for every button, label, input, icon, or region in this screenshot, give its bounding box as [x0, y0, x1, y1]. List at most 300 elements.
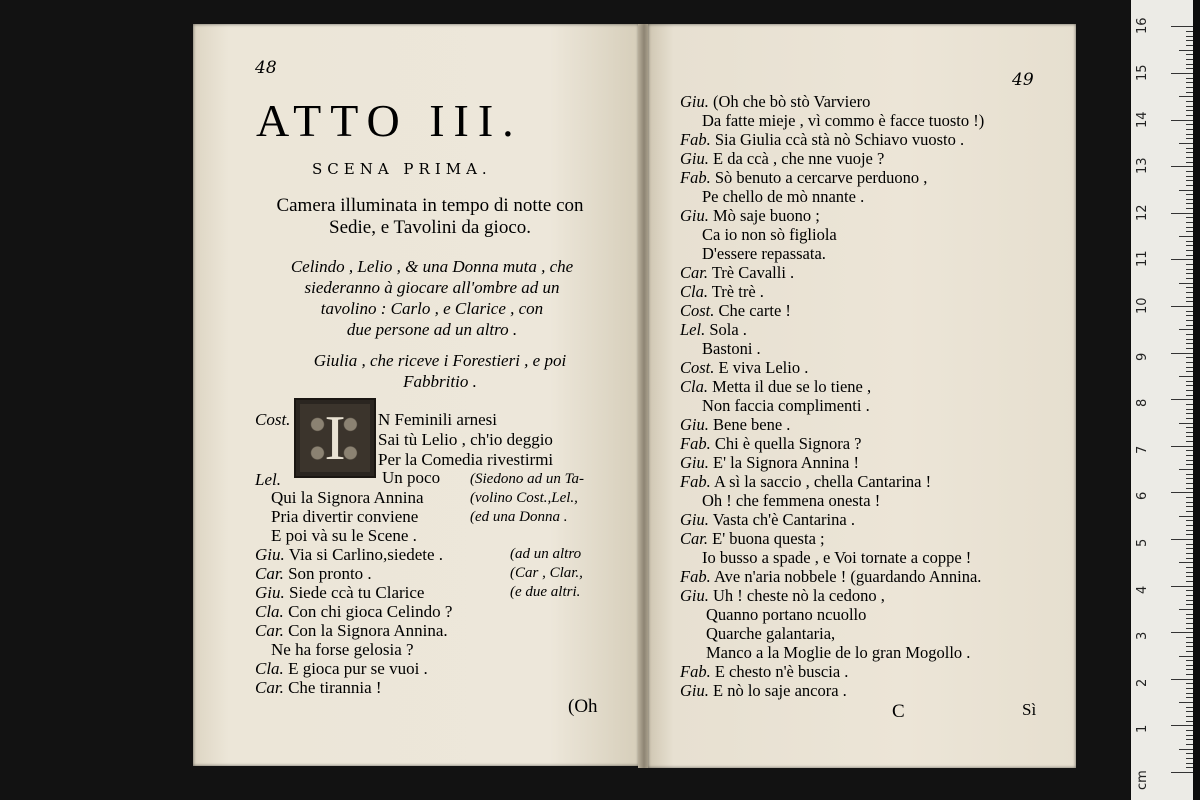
ruler-tick [1186, 87, 1193, 88]
speaker-label: Fab. [680, 567, 711, 586]
dialogue-line: E poi và su le Scene . [271, 526, 417, 545]
dialogue-line: D'essere repassata. [702, 244, 826, 263]
speaker-label: Giu. [680, 206, 709, 225]
ruler-number: 13 [1135, 157, 1150, 175]
ruler-tick [1186, 92, 1193, 93]
ruler-tick [1186, 297, 1193, 298]
ruler-tick [1179, 749, 1193, 750]
ruler-tick [1186, 371, 1193, 372]
ruler-tick [1186, 68, 1193, 69]
speaker-label: Giu. [680, 586, 709, 605]
ruler-number: 16 [1135, 17, 1150, 35]
ruler-tick [1186, 110, 1193, 111]
signature-mark: C [892, 701, 905, 722]
speaker-label: Giu. [255, 583, 285, 602]
ruler-tick [1186, 614, 1193, 615]
ruler-tick [1186, 590, 1193, 591]
ruler-tick [1186, 203, 1193, 204]
ruler-tick [1186, 162, 1193, 163]
ruler-tick [1186, 604, 1193, 605]
ruler-tick [1186, 436, 1193, 437]
right-page-number: 49 [1012, 70, 1034, 90]
stage-direction: (Car , Clar., [510, 565, 583, 581]
ruler-tick [1171, 26, 1193, 27]
speaker-label: Giu. [680, 149, 709, 168]
left-page-number: 48 [255, 58, 277, 78]
ruler-tick [1171, 166, 1193, 167]
dialogue-text: Trè trè . [711, 282, 764, 301]
dialogue-text: E chesto n'è buscia . [714, 662, 849, 681]
ruler-tick [1186, 227, 1193, 228]
ruler-tick [1179, 143, 1193, 144]
ruler-tick [1186, 707, 1193, 708]
ruler-tick [1171, 539, 1193, 540]
ruler-tick [1186, 171, 1193, 172]
speaker-label: Fab. [680, 130, 711, 149]
dialogue-text: E gioca pur se vuoi . [288, 659, 428, 678]
right-page-dialogue [680, 92, 984, 700]
act-title: ATTO III. [256, 95, 523, 146]
ruler-tick [1186, 511, 1193, 512]
dialogue-line: Un poco [382, 468, 441, 487]
ruler-tick [1186, 273, 1193, 274]
ruler-tick [1171, 725, 1193, 726]
ruler-tick [1186, 427, 1193, 428]
dialogue-line [680, 453, 984, 472]
ruler-tick [1186, 483, 1193, 484]
ruler-tick [1179, 190, 1193, 191]
dialogue-text: Trè Cavalli . [711, 263, 795, 282]
stage-direction: (e due altri. [510, 584, 581, 600]
ruler-tick [1186, 730, 1193, 731]
dialogue-line [680, 567, 984, 586]
dialogue-text: Ave n'aria nobbele ! (guardando Annina. [713, 567, 982, 586]
dialogue-line: Ca io non sò figliola [702, 225, 837, 244]
ruler-tick [1186, 688, 1193, 689]
ruler-tick [1186, 59, 1193, 60]
ruler-tick [1186, 739, 1193, 740]
speaker-label: Cla. [680, 377, 708, 396]
ruler-tick [1186, 763, 1193, 764]
ruler-tick [1186, 255, 1193, 256]
ruler-tick [1186, 530, 1193, 531]
ruler-tick [1171, 632, 1193, 633]
dialogue-text: Con la Signora Annina. [288, 621, 448, 640]
ruler-tick [1186, 292, 1193, 293]
ruler-tick [1186, 628, 1193, 629]
ruler-tick [1186, 357, 1193, 358]
ruler-tick [1179, 423, 1193, 424]
stage-direction: (ad un altro [510, 546, 582, 562]
ruler-tick [1186, 311, 1193, 312]
dialogue-line [680, 282, 984, 301]
dialogue-text: Vasta ch'è Cantarina . [712, 510, 855, 529]
ruler-tick [1179, 50, 1193, 51]
ruler-tick [1186, 115, 1193, 116]
dialogue-line: Quanno portano ncuollo [706, 605, 867, 624]
speaker-label: Cla. [680, 282, 708, 301]
ruler-number: 2 [1135, 678, 1150, 687]
dialogue-line: Da fatte mieje , vì commo è facce tuosto !) [702, 111, 985, 130]
ruler-tick [1186, 572, 1193, 573]
ruler-tick [1171, 120, 1193, 121]
dialogue-line: Io busso a spade , e Voi tornate a coppe ! [702, 548, 972, 567]
speaker-label: Giu. [680, 92, 709, 111]
ruler-unit-label: cm [1135, 770, 1150, 790]
ruler-tick [1186, 148, 1193, 149]
ruler-number: 6 [1135, 492, 1150, 501]
ruler-tick [1186, 488, 1193, 489]
dialogue-line: Pe chello de mò nnante . [702, 187, 865, 206]
ruler-number: 10 [1135, 297, 1150, 314]
stage-direction: (Siedono ad un Ta- [470, 471, 585, 487]
ruler-number: 12 [1135, 204, 1150, 221]
ruler-tick [1171, 399, 1193, 400]
ruler-tick [1186, 711, 1193, 712]
dialogue-text: Mò saje buono ; [713, 206, 820, 225]
ruler-tick [1186, 460, 1193, 461]
ruler-tick [1186, 31, 1193, 32]
dialogue-text: Bene bene . [713, 415, 791, 434]
ruler-tick [1186, 404, 1193, 405]
characters-line: Giulia , che riceve i Forestieri , e poi [313, 351, 567, 370]
setting-line: Camera illuminata in tempo di notte con [276, 195, 584, 216]
ruler-number: 9 [1135, 352, 1150, 361]
dialogue-line: Sai tù Lelio , ch'io deggio [378, 430, 553, 449]
speaker-label: Lel. [680, 320, 706, 339]
ruler-tick [1186, 637, 1193, 638]
ruler-number: 15 [1135, 64, 1150, 81]
ruler-tick [1186, 395, 1193, 396]
speaker-label: Lel. [255, 470, 281, 489]
ruler-tick [1186, 217, 1193, 218]
dialogue-line [255, 678, 382, 698]
speaker-label: Car. [255, 621, 284, 640]
ruler-tick [1186, 497, 1193, 498]
ruler-tick [1186, 665, 1193, 666]
ruler-tick [1186, 450, 1193, 451]
dialogue-text: Che tirannia ! [288, 678, 382, 697]
dialogue-line: Oh ! che femmena onesta ! [702, 491, 881, 510]
stage-direction: (ed una Donna . [470, 509, 568, 525]
ruler-tick [1186, 525, 1193, 526]
dialogue-line [680, 662, 984, 681]
ruler-tick [1186, 735, 1193, 736]
drop-cap-letter: I [324, 402, 346, 473]
dialogue-line [680, 358, 984, 377]
ruler-tick [1186, 464, 1193, 465]
ruler-number: 7 [1135, 445, 1150, 454]
dialogue-line [680, 434, 984, 453]
dialogue-text: E nò lo saje ancora . [713, 681, 847, 700]
ruler-tick [1186, 134, 1193, 135]
speaker-label: Cla. [255, 659, 284, 678]
ruler-tick [1186, 409, 1193, 410]
dialogue-line: Per la Comedia rivestirmi [378, 450, 554, 469]
speaker-label: Cost. [680, 358, 715, 377]
ruler-tick [1186, 367, 1193, 368]
ruler-tick [1186, 245, 1193, 246]
ruler-number: 14 [1135, 111, 1150, 128]
ruler-tick [1186, 138, 1193, 139]
ruler-tick [1179, 236, 1193, 237]
measurement-ruler [1131, 0, 1193, 800]
ruler-tick [1186, 390, 1193, 391]
ruler-tick [1186, 600, 1193, 601]
speaker-label: Cla. [255, 602, 284, 621]
ruler-tick [1186, 502, 1193, 503]
ruler-tick [1186, 744, 1193, 745]
ruler-tick [1186, 544, 1193, 545]
ruler-tick [1186, 558, 1193, 559]
speaker-label: Car. [255, 564, 284, 583]
dialogue-line [680, 263, 984, 282]
dialogue-text: Siede ccà tu Clarice [289, 583, 425, 602]
ruler-tick [1186, 157, 1193, 158]
ruler-tick [1186, 54, 1193, 55]
ruler-tick [1179, 656, 1193, 657]
dialogue-text: Uh ! cheste nò la cedono , [713, 586, 885, 605]
ruler-tick [1171, 259, 1193, 260]
ruler-tick [1179, 609, 1193, 610]
ruler-tick [1186, 180, 1193, 181]
dialogue-line [680, 206, 984, 225]
ruler-tick [1186, 721, 1193, 722]
ruler-tick [1179, 329, 1193, 330]
characters-line: siederanno à giocare all'ombre ad un [304, 278, 560, 297]
ruler-tick [1186, 194, 1193, 195]
setting-description [230, 195, 630, 239]
ruler-tick [1186, 339, 1193, 340]
ruler-tick [1186, 362, 1193, 363]
ruler-tick [1186, 646, 1193, 647]
dialogue-line [255, 583, 424, 603]
dialogue-line: Quarche galantaria, [706, 624, 836, 643]
characters-line: Fabbritio . [403, 372, 477, 391]
ruler-tick [1171, 353, 1193, 354]
dialogue-line [680, 472, 984, 491]
ruler-tick [1186, 264, 1193, 265]
dialogue-line: Non faccia complimenti . [702, 396, 870, 415]
ruler-tick [1186, 222, 1193, 223]
ruler-tick [1186, 278, 1193, 279]
dialogue-line [680, 168, 984, 187]
setting-line: Sedie, e Tavolini da gioco. [329, 217, 531, 238]
ruler-tick [1186, 78, 1193, 79]
dialogue-text: A sì la saccio , chella Cantarina ! [713, 472, 932, 491]
characters-description-2 [230, 350, 650, 392]
ruler-tick [1186, 651, 1193, 652]
ruler-tick [1186, 82, 1193, 83]
ruler-tick [1179, 516, 1193, 517]
ruler-tick [1186, 287, 1193, 288]
dialogue-text: Sia Giulia ccà stà nò Schiavo vuosto . [714, 130, 965, 149]
dialogue-text: Son pronto . [288, 564, 372, 583]
dialogue-line: Pria divertir conviene [271, 507, 419, 526]
dialogue-line [255, 602, 452, 622]
ruler-tick [1186, 660, 1193, 661]
ruler-tick [1186, 208, 1193, 209]
ruler-tick [1186, 418, 1193, 419]
ruler-tick [1186, 320, 1193, 321]
ruler-tick [1186, 674, 1193, 675]
dialogue-line [680, 301, 984, 320]
ruler-tick [1179, 283, 1193, 284]
dialogue-line: Manco a la Moglie de lo gran Mogollo . [706, 643, 971, 662]
dialogue-text: E' la Signora Annina ! [713, 453, 859, 472]
speaker-label: Cost. [680, 301, 715, 320]
ruler-tick [1186, 623, 1193, 624]
speaker-label: Giu. [680, 415, 709, 434]
ruler-tick [1179, 376, 1193, 377]
ruler-tick [1186, 269, 1193, 270]
ruler-tick [1186, 45, 1193, 46]
ruler-tick [1186, 36, 1193, 37]
dialogue-text: Sò benuto a cercarve perduono , [714, 168, 928, 187]
speaker-label: Cost. [255, 410, 291, 429]
speaker-label: Fab. [680, 662, 711, 681]
dialogue-text: Con chi gioca Celindo ? [288, 602, 453, 621]
characters-description [222, 256, 642, 340]
dialogue-text: E' buona questa ; [712, 529, 825, 548]
ruler-tick [1186, 101, 1193, 102]
ruler-tick [1186, 618, 1193, 619]
speaker-label: Giu. [680, 453, 709, 472]
dialogue-line [255, 545, 443, 565]
dialogue-text: (Oh che bò stò Varviero [713, 92, 871, 111]
ruler-tick [1186, 40, 1193, 41]
dialogue-line: Qui la Signora Annina [271, 488, 424, 507]
ruler-tick [1186, 576, 1193, 577]
ruler-tick [1186, 315, 1193, 316]
ruler-tick [1186, 432, 1193, 433]
dialogue-line [255, 410, 290, 430]
ruler-tick [1186, 176, 1193, 177]
ruler-tick [1171, 446, 1193, 447]
scene-title: SCENA PRIMA. [312, 160, 492, 178]
ruler-tick [1171, 772, 1193, 773]
dialogue-line [680, 320, 984, 339]
dialogue-text: Che carte ! [718, 301, 791, 320]
ruler-tick [1186, 152, 1193, 153]
ruler-tick [1186, 474, 1193, 475]
ruler-tick [1186, 506, 1193, 507]
ruler-tick [1186, 548, 1193, 549]
ruler-tick [1186, 534, 1193, 535]
ruler-tick [1186, 520, 1193, 521]
ruler-number: 11 [1135, 250, 1150, 268]
dialogue-text: Sola . [709, 320, 747, 339]
ruler-tick [1186, 758, 1193, 759]
dialogue-text: Metta il due se lo tiene , [712, 377, 872, 396]
ruler-tick [1186, 250, 1193, 251]
ruler-tick [1171, 73, 1193, 74]
speaker-label: Giu. [255, 545, 285, 564]
dialogue-line: Ne ha forse gelosia ? [271, 640, 414, 659]
ruler-number: 1 [1135, 725, 1150, 734]
characters-line: due persone ad un altro . [346, 320, 518, 339]
ruler-tick [1186, 567, 1193, 568]
dialogue-text: E da ccà , che nne vuoje ? [713, 149, 885, 168]
ruler-tick [1186, 325, 1193, 326]
ruler-tick [1186, 595, 1193, 596]
dialogue-line [680, 130, 984, 149]
ruler-number: 3 [1135, 631, 1150, 641]
ruler-tick [1186, 385, 1193, 386]
ruler-tick [1179, 96, 1193, 97]
ruler-tick [1186, 693, 1193, 694]
ruler-number: 8 [1135, 398, 1150, 408]
ruler-tick [1179, 702, 1193, 703]
dialogue-line [255, 621, 448, 641]
ruler-tick [1186, 581, 1193, 582]
ruler-tick [1186, 106, 1193, 107]
ruler-tick [1171, 492, 1193, 493]
ruler-tick [1186, 231, 1193, 232]
dialogue-line [255, 564, 372, 584]
ruler-tick [1186, 753, 1193, 754]
ruler-tick [1186, 129, 1193, 130]
dialogue-text: Chi è quella Signora ? [714, 434, 862, 453]
speaker-label: Car. [255, 678, 284, 697]
ruler-tick [1186, 199, 1193, 200]
ruler-tick [1186, 343, 1193, 344]
ruler-tick [1186, 697, 1193, 698]
dialogue-line [680, 510, 984, 529]
ruler-tick [1186, 683, 1193, 684]
speaker-label: Fab. [680, 434, 711, 453]
ruler-tick [1186, 185, 1193, 186]
ornamental-drop-cap [294, 398, 376, 478]
dialogue-line [680, 415, 984, 434]
ruler-tick [1171, 679, 1193, 680]
stage-direction-group [470, 470, 584, 527]
stage-direction: (volino Cost.,Lel., [470, 490, 578, 506]
dialogue-text: E viva Lelio . [718, 358, 809, 377]
dialogue-line [680, 586, 984, 605]
ruler-tick [1186, 413, 1193, 414]
ruler-tick [1171, 306, 1193, 307]
ruler-number: 4 [1135, 585, 1150, 594]
speaker-label: Giu. [680, 681, 709, 700]
dialogue-text: Via si Carlino,siedete . [288, 545, 444, 564]
speaker-label: Giu. [680, 510, 709, 529]
catchword: Sì [1022, 700, 1037, 719]
ruler-tick [1186, 64, 1193, 65]
ruler-tick [1186, 334, 1193, 335]
ruler-tick [1171, 213, 1193, 214]
ruler-tick [1186, 348, 1193, 349]
ruler-tick [1179, 562, 1193, 563]
ruler-tick [1186, 455, 1193, 456]
ruler-tick [1186, 553, 1193, 554]
ruler-tick [1186, 301, 1193, 302]
ruler-number: 5 [1135, 538, 1150, 547]
dialogue-line: Bastoni . [702, 339, 761, 358]
dialogue-line [680, 377, 984, 396]
characters-line: tavolino : Carlo , e Clarice , con [320, 299, 544, 318]
speaker-label: Fab. [680, 168, 711, 187]
ruler-tick [1186, 124, 1193, 125]
ruler-tick [1186, 241, 1193, 242]
dialogue-line [680, 529, 984, 548]
ruler-tick [1186, 669, 1193, 670]
speaker-label: Fab. [680, 472, 711, 491]
speaker-label: Car. [680, 263, 708, 282]
ruler-tick [1179, 469, 1193, 470]
ruler-tick [1186, 478, 1193, 479]
dialogue-line [680, 149, 984, 168]
